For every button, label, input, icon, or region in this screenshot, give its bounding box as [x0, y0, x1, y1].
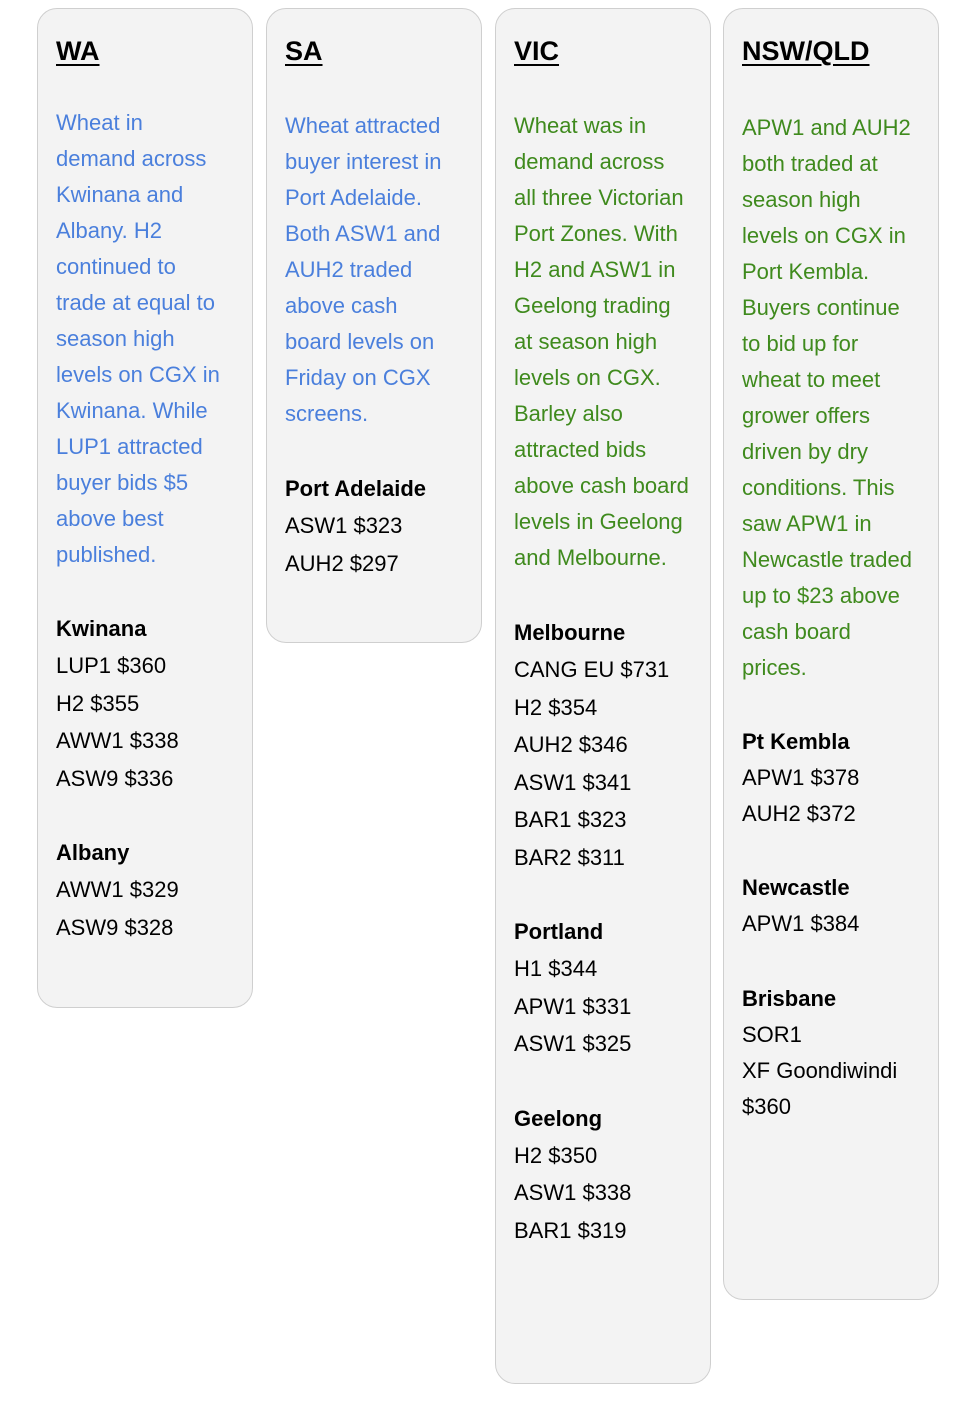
port-name-geelong: Geelong	[514, 1105, 603, 1131]
port-block-brisbane	[742, 981, 920, 1125]
price-line: AUH2 $297	[285, 550, 399, 576]
region-card-sa	[266, 8, 482, 643]
price-line: $360	[742, 1094, 791, 1119]
price-line: BAR2 $311	[514, 844, 625, 870]
region-title-vic: VIC	[514, 36, 560, 66]
region-summary-sa: Wheat attracted buyer interest in Port Adelaide. Both ASW1 and AUH2 traded above cash board levels on Friday on CGX screens.	[285, 113, 442, 426]
port-block-geelong	[514, 1101, 692, 1250]
price-line: LUP1 $360	[56, 653, 167, 678]
price-line: ASW9 $328	[56, 914, 174, 940]
region-card-wa	[37, 8, 253, 1008]
port-name-kwinana: Kwinana	[56, 616, 147, 641]
region-card-nsw-qld	[723, 8, 939, 1300]
price-line: BAR1 $323	[514, 807, 627, 832]
region-title-sa: SA	[285, 36, 323, 66]
port-name-port-adelaide: Port Adelaide	[285, 476, 426, 501]
port-name-portland: Portland	[514, 919, 604, 944]
price-line: XF Goondiwindi	[742, 1058, 898, 1083]
price-line: AWW1 $329	[56, 877, 179, 902]
price-line: APW1 $384	[742, 911, 860, 936]
port-block-port-adelaide	[285, 471, 463, 582]
price-line: APW1 $378	[742, 765, 860, 790]
port-block-albany	[56, 835, 234, 946]
port-block-kwinana	[56, 611, 234, 797]
region-title-wa: WA	[56, 36, 100, 66]
region-title-nsw-qld: NSW/QLD	[742, 36, 870, 66]
region-summary-vic: Wheat was in demand across all three Victorian Port Zones. With H2 and ASW1 in Geelong trading at season high levels on CGX. Barley also attracted bids above cash board levels in Geelong and Melbourne.	[514, 113, 689, 570]
price-line: BAR1 $319	[514, 1217, 627, 1243]
port-block-newcastle	[742, 870, 920, 942]
price-line: H1 $344	[514, 956, 598, 981]
price-line: ASW1 $338	[514, 1180, 632, 1205]
price-line: APW1 $331	[514, 993, 632, 1019]
port-block-pt-kembla	[742, 724, 920, 832]
price-line: H2 $355	[56, 690, 140, 716]
region-card-vic	[495, 8, 711, 1384]
price-line: H2 $354	[514, 694, 598, 720]
port-name-melbourne: Melbourne	[514, 620, 626, 645]
region-summary-nsw-qld: APW1 and AUH2 both traded at season high levels on CGX in Port Kembla. Buyers continue to bid up for wheat to meet grower offers driven by dry conditions. This saw APW1 in Newcastle traded up to $23 above cash board prices.	[742, 115, 912, 680]
price-line: AUH2 $346	[514, 732, 628, 757]
price-line: CANG EU $731	[514, 657, 670, 682]
port-name-pt-kembla: Pt Kembla	[742, 729, 850, 754]
price-line: H2 $350	[514, 1142, 598, 1168]
port-block-melbourne	[514, 615, 692, 876]
port-name-albany: Albany	[56, 840, 130, 865]
region-summary-wa: Wheat in demand across Kwinana and Albany. H2 continued to trade at equal to season high levels on CGX in Kwinana. While LUP1 attracted buyer bids $5 above best published.	[56, 110, 220, 567]
price-line: AUH2 $372	[742, 801, 856, 826]
price-line: ASW1 $325	[514, 1031, 632, 1056]
price-line: ASW1 $341	[514, 769, 632, 795]
port-block-portland	[514, 914, 692, 1063]
port-name-brisbane: Brisbane	[742, 986, 837, 1011]
price-line: ASW1 $323	[285, 513, 403, 538]
port-name-newcastle: Newcastle	[742, 875, 850, 900]
price-line: SOR1	[742, 1022, 802, 1047]
price-line: AWW1 $338	[56, 728, 179, 753]
price-line: ASW9 $336	[56, 765, 174, 791]
